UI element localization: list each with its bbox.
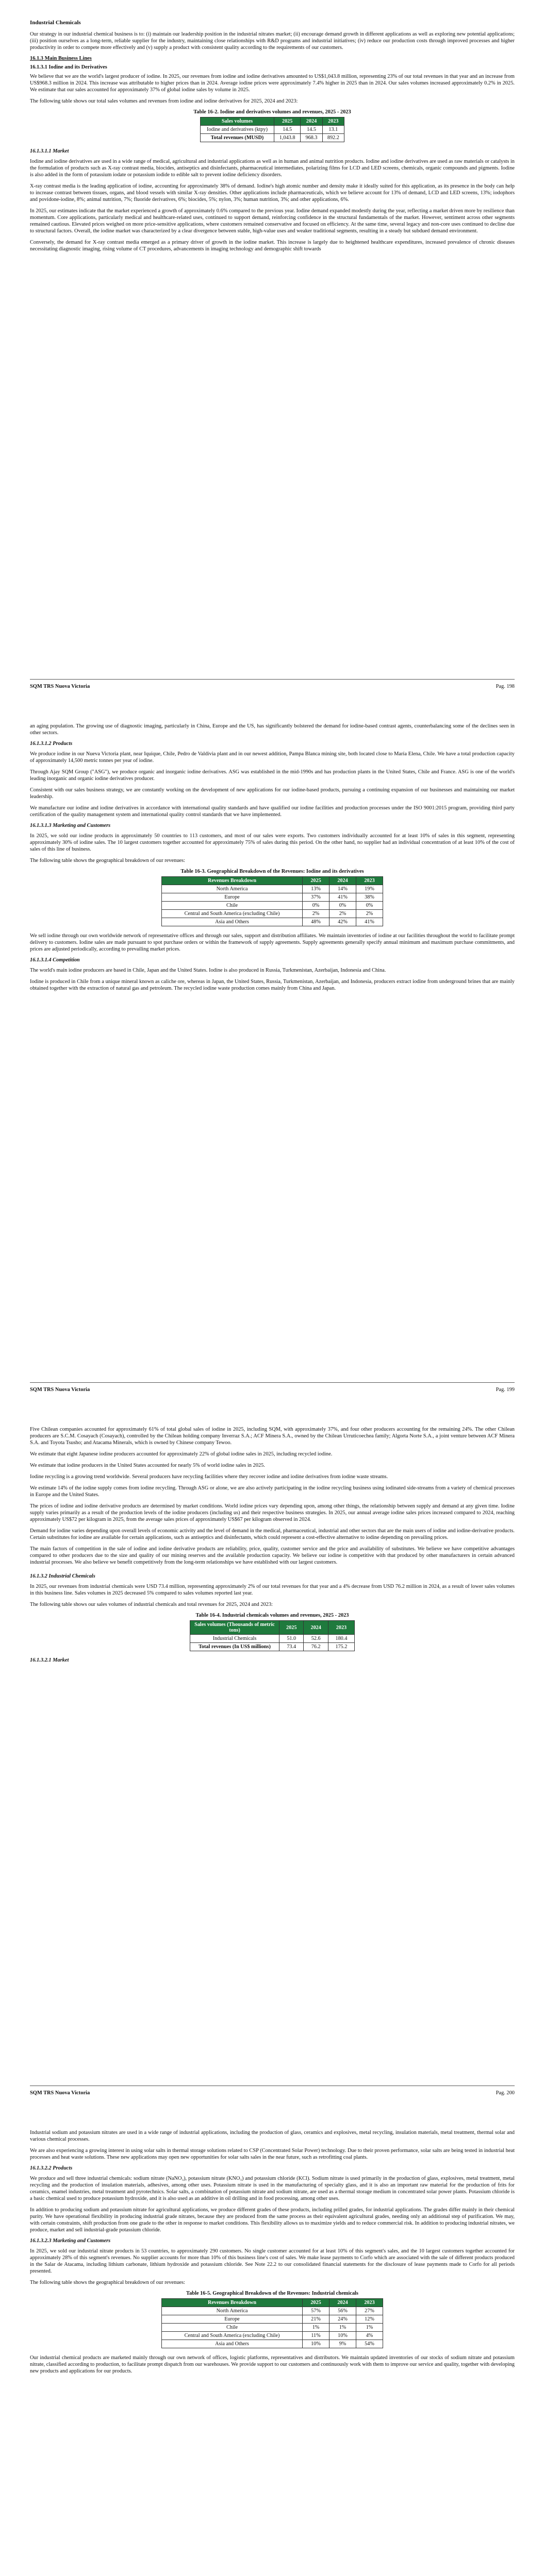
table-cell: 73.4	[279, 1643, 304, 1651]
table-cell: 42%	[329, 918, 356, 926]
paragraph: We produce and sell three industrial chemicals: sodium nitrate (NaNO₃), potassium nitrate (KNO₃) and potassium chloride (KCl). Sodium nitrate is used primarily in the production of glass, explosives, metal treatment, metal recycling and the production of insulation materials, adhesives, among other uses. Potassium nitrate is used in the manufacturing of specialty glass, and it is also an important raw material for the production of frits for ceramics, enamel industries, metal treatment and pyrotechnics. Solar salts, a combination of potassium nitrate and sodium nitrate, are used as a thermal storage medium in concentrated solar power plants. Potassium chloride is a basic chemical used to produce potassium hydroxide, and it is also used as an additive in oil drilling and in food processing, among other uses.	[30, 2176, 515, 2201]
page-footer	[30, 679, 515, 689]
table-cell: 38%	[356, 893, 383, 902]
table-header: 2025	[279, 1621, 304, 1635]
table-cell: 14.5	[274, 126, 301, 134]
table-row	[162, 893, 383, 902]
table-cell: 21%	[303, 2315, 329, 2324]
table-caption: Table 16-3. Geographical Breakdown of the Revenues: Iodine and its derivatives	[180, 869, 364, 874]
heading-industrial-chemicals: 16.1.3.2 Industrial Chemicals	[30, 1573, 95, 1579]
paragraph: The following table shows the geographical breakdown of our revenues:	[30, 2280, 185, 2285]
page-number: Pag. 199	[496, 1387, 515, 1393]
table-header-row	[201, 117, 344, 126]
heading-main-business-lines: 16.1.3 Main Business Lines	[30, 56, 92, 61]
table-cell: Iodine and derivatives (ktpy)	[201, 126, 274, 134]
table-cell: 19%	[356, 885, 383, 893]
table-cell: 41%	[329, 893, 356, 902]
table-row	[201, 126, 344, 134]
paragraph: In 2025, our estimates indicate that the market experienced a growth of approximately 0.6% compared to the previous year. Iodine demand expanded modestly during the year, reflecting a market driven more by resilience than momentum. Core applications, particularly medical and healthcare-related uses, continued to support demand, reinforcing confidence in the structural fundamentals of the market. However, sentiment across other segments remained cautious. Elevated prices weighed on more price-sensitive applications, where customers remained conservative and focused on efficiency. At the same time, several legacy and non-core uses continued to decline due to structural factors. Overall, the iodine market was characterized by a clear divergence between stable, high-value uses and weaker traditional segments, resulting in a steady but subdued demand environment.	[30, 208, 515, 234]
table-cell: 14%	[329, 885, 356, 893]
paragraph: In 2025, our revenues from industrial chemicals were USD 73.4 million, representing approximately 2% of our total revenues for that year and a 4% decrease from USD 76.2 million in 2024, as a result of lower sales volumes in this business line. Sales volumes in 2025 decreased 5% compared to sales volumes reported last year.	[30, 1584, 515, 1596]
table-cell: Total revenues (In US$ millions)	[190, 1643, 279, 1651]
table-cell: 9%	[329, 2340, 356, 2348]
table-iodine-volumes	[200, 117, 344, 142]
paragraph: Through Ajay SQM Group ("ASG"), we produce organic and inorganic iodine derivatives. ASG was established in the mid-1990s and has production plants in the United States, Chile and France. ASG is one of the world's leading inorganic and organic iodine derivatives producer.	[30, 769, 515, 782]
table-iodine-geo	[161, 876, 383, 926]
table-cell: Asia and Others	[162, 918, 303, 926]
table-caption: Table 16-2. Iodine and derivatives volumes and revenues, 2025 - 2023	[193, 109, 351, 115]
table-row	[162, 910, 383, 918]
table-caption: Table 16-5. Geographical Breakdown of the Revenues: Industrial chemicals	[186, 2291, 358, 2296]
table-cell: 76.2	[304, 1643, 328, 1651]
page-200	[0, 1406, 544, 2110]
table-cell: North America	[162, 885, 303, 893]
table-cell: Europe	[162, 2315, 303, 2324]
table-cell: 41%	[356, 918, 383, 926]
table-row	[162, 2340, 383, 2348]
table-cell: 180.4	[328, 1635, 354, 1643]
heading-market-2: 16.1.3.2.1 Market	[30, 1657, 69, 1663]
table-cell: North America	[162, 2307, 303, 2315]
page-198	[0, 0, 544, 703]
table-row	[201, 134, 344, 142]
table-cell: 12%	[356, 2315, 383, 2324]
table-cell: 968.3	[301, 134, 322, 142]
table-header: 2025	[303, 877, 329, 885]
paragraph: In 2025, we sold our iodine products in approximately 50 countries to 113 customers, and most of our sales were exports. Two customers individually accounted for at least 10% of sales in this segment, representing approximately 30% of iodine sales. The 10 largest customers together accounted for approximately 75% of sales during this period. On the other hand, no supplier had an individual concentration of at least 10% of the cost of sales of this line of business.	[30, 833, 515, 852]
table-cell: Total revenues (MUSD)	[201, 134, 274, 142]
paragraph: In 2025, we sold our industrial nitrate products in 53 countries, to approximately 290 customers. No single customer accounted for at least 10% of this segment's sales, and the 10 largest customers together accounted for approximately 28% of this segment's revenues. No supplier accounts for more than 10% of this business line's cost of sales. We make lease payments to Corfo which are associated with the sale of different products produced in the Salar de Atacama, including lithium carbonate, lithium hydroxide and potassium chloride. See Note 22.2 to our consolidated financial statements for the disclosure of lease payments made to Corfo for all periods presented.	[30, 2248, 515, 2274]
page-content	[30, 20, 515, 257]
table-cell: 52.6	[304, 1635, 328, 1643]
paragraph: X-ray contrast media is the leading application of iodine, accounting for approximately 38% of demand. Iodine's high atomic number and density make it ideally suited for this application, as its presence in the body can help to increase contrast between tissues, organs, and blood vessels with similar X-ray densities. Other applications include pharmaceuticals, which we believe account for 13% of demand, LCD and LED screens, 13%; iodophors and povidone-iodine, 8%; animal nutrition, 7%; fluoride derivatives, 6%; biocides, 5%; nylon, 3%; human nutrition, 3%; and other applications, 6%.	[30, 183, 515, 202]
table-cell: 2%	[329, 910, 356, 918]
heading-competition: 16.1.3.1.4 Competition	[30, 957, 80, 963]
paragraph: We estimate that eight Japanese iodine producers accounted for approximately 22% of global iodine sales in 2025, including recycled iodine.	[30, 1451, 333, 1457]
table-cell: 1%	[303, 2324, 329, 2332]
table-header: 2023	[356, 877, 383, 885]
table-cell: Central and South America (excluding Chile)	[162, 910, 303, 918]
section-title: Industrial Chemicals	[30, 20, 81, 26]
table-header: Sales volumes	[201, 117, 274, 126]
table-header: 2023	[328, 1621, 354, 1635]
table-header: 2025	[274, 117, 301, 126]
paragraph: We manufacture our iodine and iodine derivatives in accordance with international quality standards and have qualified our iodine facilities and production processes under the ISO 9001:2015 program, providing third party certification of the quality management system and international quality control standards that we have implemented.	[30, 805, 515, 818]
table-cell: 13.1	[322, 126, 344, 134]
footer-title: SQM TRS Nuova Victoria	[30, 2090, 90, 2096]
footer-title: SQM TRS Nuova Victoria	[30, 1387, 90, 1393]
paragraph: Iodine and iodine derivatives are used in a wide range of medical, agricultural and industrial applications as well as in human and animal nutrition products. Iodine and iodine derivatives are used as raw materials or catalysts in the formulation of products such as X-ray contrast media, biocides, antiseptics and disinfectants, pharmaceutical intermediates, polarizing films for LCD and LED screens, chemicals, organic compounds and pigments. Iodine is also added in the form of potassium iodate or potassium iodide to edible salt to prevent iodine deficiency disorders.	[30, 159, 515, 178]
paragraph: Iodine is produced in Chile from a unique mineral known as caliche ore, whereas in Japan, the United States, Russia, Turkmenistan, Azerbaijan, and Indonesia, producers extract iodine from underground brines that are mainly obtained together with the extraction of natural gas and petroleum. The recycled iodine waste production comes mainly from China and Japan.	[30, 979, 515, 991]
table-row	[162, 2315, 383, 2324]
table-cell: 10%	[303, 2340, 329, 2348]
paragraph: Industrial sodium and potassium nitrates are used in a wide range of industrial applications, including the production of glass, ceramics and explosives, metal recycling, insulation materials, metal treatment, thermal solar and various chemical processes.	[30, 2130, 515, 2142]
table-cell: Chile	[162, 902, 303, 910]
page-content	[30, 723, 515, 996]
paragraph: The prices of iodine and iodine derivative products are determined by market conditions. World iodine prices vary depending upon, among other things, the relationship between supply and demand at any given time. Iodine supply varies primarily as a result of the production levels of the iodine producers (including us) and their respective business strategies. In 2025, our annual average iodine sales prices increased compared to 2024, reaching approximately US$72 per kilogram in 2025, from the average sales prices of approximately US$67 per kilogram observed in 2024.	[30, 1503, 515, 1522]
table-row	[162, 918, 383, 926]
page-number: Pag. 200	[496, 2090, 515, 2096]
table-row	[162, 2332, 383, 2340]
page-199	[0, 703, 544, 1406]
table-cell: 51.0	[279, 1635, 304, 1643]
table-row	[190, 1635, 355, 1643]
table-header-row	[162, 877, 383, 885]
table-cell: Central and South America (excluding Chile)	[162, 2332, 303, 2340]
table-cell: 1%	[356, 2324, 383, 2332]
heading-products: 16.1.3.1.2 Products	[30, 741, 73, 747]
paragraph: Demand for iodine varies depending upon overall levels of economic activity and the level of demand in the medical, pharmaceutical, industrial and other sectors that are the main users of iodine and iodine-derivative products. Certain substitutes for iodine are available for certain applications, such as antiseptics and disinfectants, which could represent a cost-effective alternative to iodine depending on prevailing prices.	[30, 1528, 515, 1540]
table-cell: 0%	[329, 902, 356, 910]
heading-market: 16.1.3.1.1 Market	[30, 148, 69, 154]
page-number: Pag. 198	[496, 684, 515, 689]
table-header: 2025	[303, 2299, 329, 2307]
table-header: Sales volumes (Thousands of metric tons)	[190, 1621, 279, 1635]
table-row	[162, 2324, 383, 2332]
paragraph: The following table shows the geographical breakdown of our revenues:	[30, 858, 185, 863]
heading-marketing: 16.1.3.1.3 Marketing and Customers	[30, 823, 111, 828]
table-cell: Europe	[162, 893, 303, 902]
paragraph: We produce iodine in our Nueva Victoria plant, near Iquique, Chile, Pedro de Valdivia plant and in our newest addition, Pampa Blanca mining site, both located close to María Elena, Chile. We have a total production capacity of approximately 14,500 metric tonnes per year of iodine.	[30, 751, 515, 764]
table-cell: 892.2	[322, 134, 344, 142]
paragraph: Conversely, the demand for X-ray contrast media emerged as a primary driver of growth in the iodine market. This increase is largely due to heightened healthcare expenditures, increased prevalence of chronic diseases necessitating diagnostic imaging, rising volume of CT procedures, advancements in imaging technology and demographic shift towards	[30, 240, 515, 252]
heading-products-2: 16.1.3.2.2 Products	[30, 2165, 73, 2171]
table-cell: 10%	[329, 2332, 356, 2340]
table-cell: 56%	[329, 2307, 356, 2315]
paragraph: Our industrial chemical products are marketed mainly through our own network of offices, logistic platforms, representatives and distributors. We maintain updated inventories of our stocks of sodium nitrate and potassium nitrate, classified according to production, to facilitate prompt dispatch from our warehouses. We provide support to our customers and continuously work with them to improve our service and quality, together with developing new products and applications for our products.	[30, 2355, 515, 2374]
page-content	[30, 1426, 515, 1667]
table-industrial-geo	[161, 2298, 383, 2348]
table-row	[162, 902, 383, 910]
table-cell: 13%	[303, 885, 329, 893]
table-header: 2024	[304, 1621, 328, 1635]
footer-title: SQM TRS Nuova Victoria	[30, 684, 90, 689]
table-cell: 2%	[356, 910, 383, 918]
table-row	[162, 885, 383, 893]
table-caption: Table 16-4. Industrial chemicals volumes and revenues, 2025 - 2023	[195, 1613, 349, 1618]
table-header-row	[190, 1621, 355, 1635]
table-cell: Chile	[162, 2324, 303, 2332]
table-cell: 57%	[303, 2307, 329, 2315]
paragraph: We estimate that iodine producers in the United States accounted for nearly 5% of world iodine sales in 2025.	[30, 1463, 265, 1468]
table-cell: 2%	[303, 910, 329, 918]
page-footer	[30, 1382, 515, 1393]
paragraph: Our strategy in our industrial chemical business is to: (i) maintain our leadership position in the industrial nitrates market; (ii) encourage demand growth in different applications as well as exploring new potential applications; (iii) position ourselves as a long-term, reliable supplier for the industry, maintaining close relationships with R&D programs and industrial initiatives; (iv) reduce our production costs through improved processes and higher productivity in order to compete more effectively and (v) supply a product with consistent quality according to the requirements of our customers.	[30, 31, 515, 50]
paragraph: The following table shows our sales volumes of industrial chemicals and total revenues for 2025, 2024 and 2023:	[30, 1602, 273, 1607]
table-cell: 0%	[356, 902, 383, 910]
table-cell: 11%	[303, 2332, 329, 2340]
table-cell: 1,043.8	[274, 134, 301, 142]
paragraph: The main factors of competition in the sale of iodine and iodine derivative products are reliability, price, quality, customer service and the price and availability of substitutes. We believe we have competitive advantages compared to other producers due to the size and quality of our mining reserves and the available production capacity. We believe our iodine is competitive with that produced by other manufacturers in certain advanced industrial processes. We also believe we benefit competitively from the long-term relationships we have established with our largest customers.	[30, 1546, 515, 1565]
table-industrial-volumes	[190, 1620, 355, 1651]
table-cell: Asia and Others	[162, 2340, 303, 2348]
table-header: Revenues Breakdown	[162, 877, 303, 885]
table-cell: 1%	[329, 2324, 356, 2332]
table-cell: 0%	[303, 902, 329, 910]
heading-iodine: 16.1.3.1 Iodine and its Derivatives	[30, 64, 107, 70]
table-header: 2024	[329, 877, 356, 885]
table-header: 2023	[356, 2299, 383, 2307]
table-cell: 24%	[329, 2315, 356, 2324]
table-cell: 4%	[356, 2332, 383, 2340]
table-cell: Industrial Chemicals	[190, 1635, 279, 1643]
table-cell: 175.2	[328, 1643, 354, 1651]
paragraph: an aging population. The growing use of diagnostic imaging, particularly in China, Europe and the US, has significantly bolstered the demand for iodine-based contrast agents, counterbalancing some of the declines seen in other sectors.	[30, 723, 515, 736]
table-row	[190, 1643, 355, 1651]
table-header-row	[162, 2299, 383, 2307]
paragraph: The following table shows our total sales volumes and revenues from iodine and iodine derivatives for 2025, 2024 and 2023:	[30, 98, 298, 104]
table-row	[162, 2307, 383, 2315]
paragraph: We are also experiencing a growing interest in using solar salts in thermal storage solutions related to CSP (Concentrated Solar Power) technology. Due to their proven performance, solar salts are being tested in industrial heat processes and heat waste solutions. These new applications may open new opportunities for solar salts sales in the near future, such as retrofitting coal plants.	[30, 2148, 515, 2160]
table-header: Revenues Breakdown	[162, 2299, 303, 2307]
table-cell: 54%	[356, 2340, 383, 2348]
page-content	[30, 2129, 515, 2379]
paragraph: The world's main iodine producers are based in Chile, Japan and the United States. Iodine is also produced in Russia, Turkmenistan, Azerbaijan, Indonesia and China.	[30, 968, 386, 973]
paragraph: We sell iodine through our own worldwide network of representative offices and through our sales, support and distribution affiliates. We maintain inventories of iodine at our facilities throughout the world to facilitate prompt delivery to customers. Iodine sales are made pursuant to spot purchase orders or within the framework of supply agreements. Supply agreements generally specify annual minimum and maximum purchase commitments, and prices are adjusted periodically, according to prevailing market prices.	[30, 933, 515, 952]
table-header: 2024	[329, 2299, 356, 2307]
paragraph: Consistent with our sales business strategy, we are constantly working on the development of new applications for our iodine-based products, pursuing a continuing expansion of our businesses and maintaining our market leadership.	[30, 787, 515, 800]
table-header: 2023	[322, 117, 344, 126]
table-header: 2024	[301, 117, 322, 126]
paragraph: Five Chilean companies accounted for approximately 61% of total global sales of iodine in 2025, including SQM, with approximately 37%, and four other producers accounting for the remaining 24%. The other Chilean producers are S.C.M. Cosayach (Cosayach), controlled by the Chilean holding company Inverraz S.A.; ACF Minera S.A., owned by the Chilean Urruticoechea family; Algorta Norte S.A., a joint venture between ACF Minera S.A. and Toyota Tsusho; and Atacama Minerals, which is owned by Chinese company Tewoo.	[30, 1427, 515, 1446]
table-cell: 27%	[356, 2307, 383, 2315]
paragraph: We estimate 14% of the iodine supply comes from iodine recycling. Through ASG or alone, we are also actively participating in the iodine recycling business using iodinated side-streams from a variety of chemical processes in Europe and the United States.	[30, 1485, 515, 1498]
heading-marketing-2: 16.1.3.2.3 Marketing and Customers	[30, 2238, 111, 2244]
paragraph: We believe that we are the world's largest producer of iodine. In 2025, our revenues from iodine and iodine derivatives amounted to US$1,043.8 million, representing 23% of our total revenues in that year and an increase from US$968.3 million in 2024. This increase was attributable to higher prices than in 2024. Average iodine prices were approximately 7.4% higher in 2025 than in 2024. Our sales volumes increased approximately 0.2% in 2025. We estimate that our sales accounted for approximately 37% of global iodine sales by volume in 2025.	[30, 74, 515, 93]
page-footer	[30, 2086, 515, 2096]
table-cell: 37%	[303, 893, 329, 902]
paragraph: In addition to producing sodium and potassium nitrate for agricultural applications, we produce different grades of these products, including prilled grades, for industrial applications. The grades differ mainly in their chemical purity. We have operational flexibility in producing industrial grade nitrates, because they are produced from the same process as their equivalent agricultural grades, needing only an additional step of purification. We may, with certain constraints, shift production from one grade to the other in response to market conditions. This flexibility allows us to maximize yields and to reduce commercial risk. In addition to producing industrial nitrates, we produce, market and sell industrial-grade potassium chloride.	[30, 2207, 515, 2233]
paragraph: Iodine recycling is a growing trend worldwide. Several producers have recycling facilities where they recover iodine and iodine derivatives from iodine waste streams.	[30, 1474, 388, 1480]
table-cell: 48%	[303, 918, 329, 926]
page-201	[0, 2110, 544, 2576]
table-cell: 14.5	[301, 126, 322, 134]
